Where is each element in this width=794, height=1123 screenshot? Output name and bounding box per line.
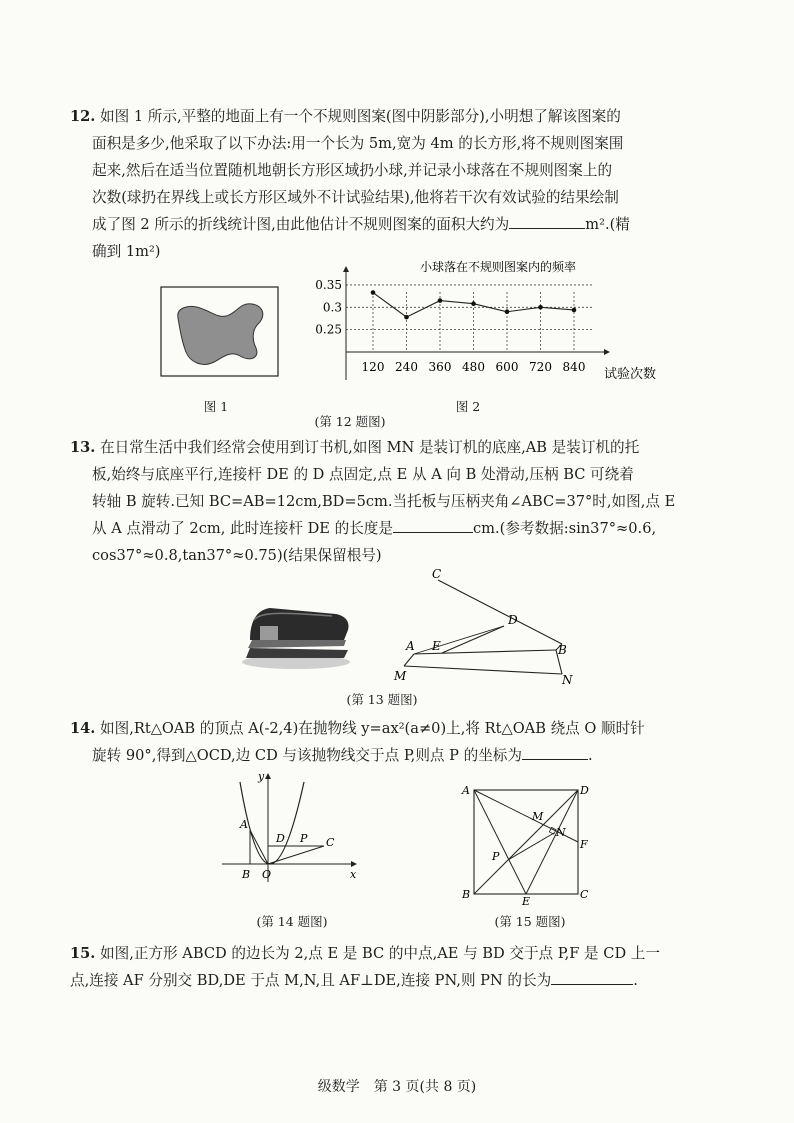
q13-line2: 板,始终与底座平行,连接杆 DE 的 D 点固定,点 E 从 A 向 B 处滑动,压柄 BC 可绕着 xyxy=(92,466,634,483)
chart-gridlines xyxy=(346,285,592,352)
chart-x-axis-label: 试验次数 xyxy=(603,367,657,382)
q15-answer-blank[interactable] xyxy=(551,968,633,985)
label-P: P xyxy=(300,832,308,845)
q14-line2: 旋转 90°,得到△OCD,边 CD 与该抛物线交于点 P,则点 P 的坐标为 . xyxy=(92,742,722,769)
q12-line6: 确到 1m²) xyxy=(92,243,161,260)
data-point-1 xyxy=(404,315,409,320)
fig2-caption: 图 2 xyxy=(455,399,481,414)
chart-y-tick-labels xyxy=(315,278,342,337)
page-footer: 级数学 第 3 页(共 8 页) xyxy=(317,1079,477,1095)
label-E: E xyxy=(522,895,531,906)
q13-answer-blank[interactable] xyxy=(393,516,473,533)
x-tick-label-3: 480 xyxy=(462,360,485,374)
q15-square-figure xyxy=(456,778,596,906)
question-15 xyxy=(70,940,722,994)
label-P: P xyxy=(492,850,500,863)
chart-title: 小球落在不规则图案内的频率 xyxy=(419,260,577,274)
y-tick-label-2: 0.25 xyxy=(315,322,342,337)
q14-answer-blank[interactable] xyxy=(522,743,588,760)
q12-line3: 起来,然后在适当位置随机地朝长方形区域扔小球,并记录小球落在不规则图案上的 xyxy=(92,162,613,179)
label-D: D xyxy=(580,784,589,797)
stapler-image xyxy=(240,600,352,670)
x-tick-label-0: 120 xyxy=(361,360,385,374)
q12-figure1 xyxy=(160,286,280,378)
q14-line1: 14. 如图,Rt△OAB 的顶点 A(-2,4)在抛物线 y=ax²(a≠0)上,将 Rt△OAB 绕点 O 顺时针 xyxy=(70,720,645,737)
q14-parabola-figure xyxy=(218,768,368,886)
q15-caption: (第 15 题图) xyxy=(494,914,566,929)
label-A: A xyxy=(462,784,470,797)
q13-caption: (第 13 题图) xyxy=(346,692,418,707)
data-point-6 xyxy=(572,308,577,313)
q12-line1: 12. 如图 1 所示,平整的地面上有一个不规则图案(图中阴影部分),小明想了解该图案的 xyxy=(70,108,621,125)
q15-line2: 点,连接 AF 分别交 BD,DE 于点 M,N,且 AF⊥DE,连接 PN,则 PN 的长为 . xyxy=(70,967,722,994)
q12-caption: (第 12 题图) xyxy=(314,414,386,429)
question-13 xyxy=(70,434,722,569)
question-12 xyxy=(70,103,722,265)
irregular-shape xyxy=(178,304,263,365)
x-tick-label-6: 840 xyxy=(562,360,586,374)
label-B: B xyxy=(462,888,471,901)
q15-line1: 15. 如图,正方形 ABCD 的边长为 2,点 E 是 BC 的中点,AE 与 BD 交于点 P,F 是 CD 上一 xyxy=(70,945,660,962)
x-tick-label-1: 240 xyxy=(395,360,418,374)
data-point-2 xyxy=(438,298,443,303)
chart-x-tick-labels xyxy=(362,360,586,374)
question-14 xyxy=(70,715,722,769)
label-C: C xyxy=(326,836,335,849)
q13-line1: 13. 在日常生活中我们经常会使用到订书机,如图 MN 是装订机的底座,AB 是装订机的托 xyxy=(70,439,640,456)
label-A: A xyxy=(240,818,248,831)
label-F: F xyxy=(580,838,588,851)
label-N: N xyxy=(556,826,566,839)
x-tick-label-4: 600 xyxy=(495,360,519,374)
label-O: O xyxy=(262,868,272,881)
label-N: N xyxy=(562,673,573,684)
data-point-0 xyxy=(371,290,376,295)
label-x: x xyxy=(350,868,357,881)
x-axis-arrow xyxy=(604,349,610,355)
data-point-3 xyxy=(471,301,476,306)
x-tick-label-5: 720 xyxy=(529,360,552,374)
q12-line2: 面积是多少,他采取了以下办法:用一个长为 5m,宽为 4m 的长方形,将不规则图案围 xyxy=(92,135,624,152)
label-C: C xyxy=(580,888,589,901)
label-A: A xyxy=(406,639,415,653)
data-point-4 xyxy=(505,309,510,314)
y-axis-arrow xyxy=(343,266,349,272)
chart-series xyxy=(371,290,577,319)
label-D: D xyxy=(508,613,518,627)
q13-line4: 从 A 点滑动了 2cm, 此时连接杆 DE 的长度是 cm.(参考数据:sin37°≈0.6, xyxy=(92,515,722,542)
y-tick-label-1: 0.3 xyxy=(322,300,342,315)
q14-caption: (第 14 题图) xyxy=(256,914,328,929)
label-y: y xyxy=(258,770,265,783)
label-M: M xyxy=(532,810,544,823)
label-B: B xyxy=(558,643,567,657)
data-point-5 xyxy=(538,305,543,310)
q12-line-chart xyxy=(312,254,672,388)
q12-answer-blank[interactable] xyxy=(509,212,585,229)
label-M: M xyxy=(394,669,407,683)
label-B: B xyxy=(242,868,251,881)
q13-line5: cos37°≈0.8,tan37°≈0.75)(结果保留根号) xyxy=(92,547,382,564)
q12-line4: 次数(球扔在界线上或长方形区域外不计试验结果),他将若干次有效试验的结果绘制 xyxy=(92,189,619,206)
q13-geometry-figure xyxy=(390,566,590,684)
label-C: C xyxy=(432,567,442,581)
fig1-caption: 图 1 xyxy=(203,399,229,414)
y-tick-label-0: 0.35 xyxy=(315,277,342,292)
q13-line3: 转轴 B 旋转.已知 BC=AB=12cm,BD=5cm.当托板与压柄夹角∠ABC=37°时,如图,点 E xyxy=(92,493,676,510)
x-tick-label-2: 360 xyxy=(428,360,452,374)
label-D: D xyxy=(276,832,285,845)
label-E: E xyxy=(432,639,441,653)
q12-line5: 成了图 2 所示的折线统计图,由此他估计不规则图案的面积大约为 m².(精 xyxy=(92,211,722,238)
